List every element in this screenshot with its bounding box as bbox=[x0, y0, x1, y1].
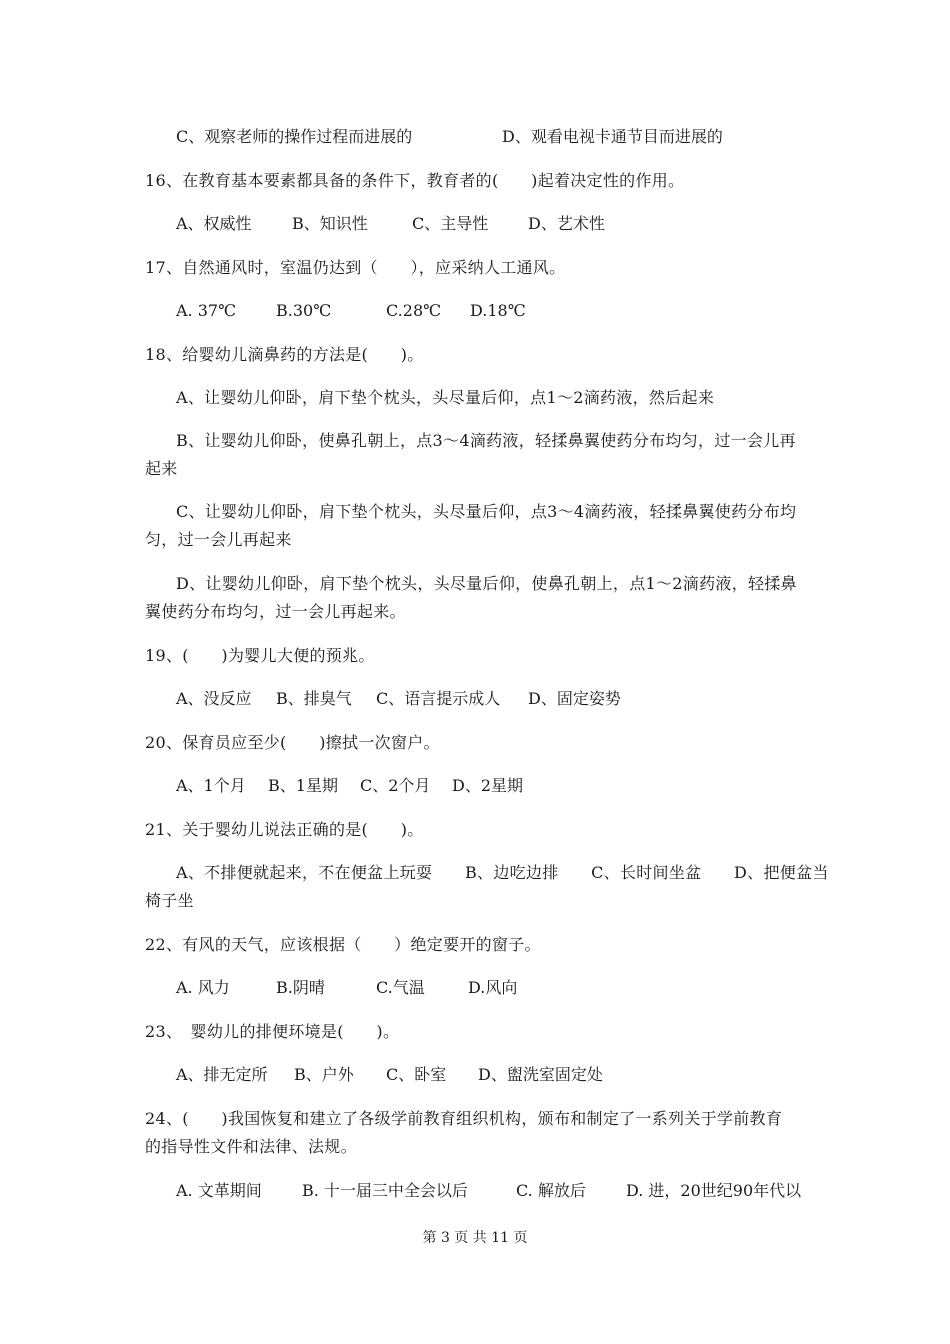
q17-option-c: C.28℃ bbox=[386, 301, 442, 320]
q24-option-b: B. 十一届三中全会以后 bbox=[302, 1181, 468, 1200]
q19-option-a: A、没反应 bbox=[176, 689, 252, 708]
q18-option-c-line1: C、让婴幼儿仰卧，肩下垫个枕头，头尽量后仰，点3～4滴药液，轻揉鼻翼使药分布均 bbox=[176, 502, 797, 521]
q21-options-line1: A、不排便就起来，不在便盆上玩耍 B、边吃边排 C、长时间坐盆 D、把便盆当 bbox=[176, 863, 829, 882]
q20-option-a: A、1个月 bbox=[176, 776, 246, 795]
q22-option-d: D.风向 bbox=[468, 978, 518, 997]
q18-stem: 18、给婴幼儿滴鼻药的方法是( )。 bbox=[145, 345, 424, 364]
q22-option-b: B.阴晴 bbox=[276, 978, 325, 997]
q17-option-d: D.18℃ bbox=[470, 301, 526, 320]
q20-option-d: D、2星期 bbox=[452, 776, 524, 795]
q22-option-c: C.气温 bbox=[376, 978, 425, 997]
q21-stem: 21、关于婴幼儿说法正确的是( )。 bbox=[145, 820, 424, 839]
q19-option-b: B、排臭气 bbox=[276, 689, 352, 708]
q20-option-c: C、2个月 bbox=[360, 776, 431, 795]
q23-option-c: C、卧室 bbox=[386, 1065, 447, 1084]
q19-option-c: C、语言提示成人 bbox=[376, 689, 501, 708]
q23-stem: 23、 婴幼儿的排便环境是( )。 bbox=[145, 1022, 400, 1041]
q18-option-d-line2: 翼使药分布均匀，过一会儿再起来。 bbox=[145, 602, 406, 621]
page-footer: 第 3 页 共 11 页 bbox=[422, 1230, 528, 1246]
q16-option-c: C、主导性 bbox=[412, 214, 489, 233]
q21-options-line2: 椅子坐 bbox=[145, 891, 194, 910]
q22-option-a: A. 风力 bbox=[176, 978, 230, 997]
q17-option-a: A. 37℃ bbox=[176, 301, 236, 320]
q23-option-d: D、盥洗室固定处 bbox=[478, 1065, 603, 1084]
q20-option-b: B、1星期 bbox=[268, 776, 338, 795]
q16-option-a: A、权威性 bbox=[176, 214, 252, 233]
q19-stem: 19、( )为婴儿大便的预兆。 bbox=[145, 646, 375, 665]
q22-stem: 22、有风的天气，应该根据（ ）绝定要开的窗子。 bbox=[145, 935, 541, 954]
q20-stem: 20、保育员应至少( )擦拭一次窗户。 bbox=[145, 733, 440, 752]
q18-option-d-line1: D、让婴幼儿仰卧，肩下垫个枕头，头尽量后仰，使鼻孔朝上，点1～2滴药液，轻揉鼻 bbox=[176, 574, 797, 593]
q24-option-c: C. 解放后 bbox=[516, 1181, 586, 1200]
q18-option-c-line2: 匀，过一会儿再起来 bbox=[145, 530, 292, 549]
q18-option-b-line1: B、让婴幼儿仰卧，使鼻孔朝上，点3～4滴药液，轻揉鼻翼使药分布均匀，过一会儿再 bbox=[176, 431, 796, 450]
q16-option-b: B、知识性 bbox=[292, 214, 368, 233]
q23-option-b: B、户外 bbox=[294, 1065, 354, 1084]
q16-stem: 16、在教育基本要素都具备的条件下，教育者的( )起着决定性的作用。 bbox=[145, 171, 685, 190]
q24-option-d: D. 进，20世纪90年代以 bbox=[626, 1181, 802, 1200]
q18-option-a: A、让婴幼儿仰卧，肩下垫个枕头，头尽量后仰，点1～2滴药液，然后起来 bbox=[176, 388, 715, 407]
q17-stem: 17、自然通风时，室温仍达到（ ），应采纳人工通风。 bbox=[145, 258, 566, 277]
q24-stem-line1: 24、( )我国恢复和建立了各级学前教育组织机构，颁布和制定了一系列关于学前教育 bbox=[145, 1109, 783, 1128]
q23-option-a: A、排无定所 bbox=[176, 1065, 268, 1084]
q15-option-c: C、观察老师的操作过程而进展的 bbox=[176, 127, 413, 146]
q16-option-d: D、艺术性 bbox=[528, 214, 605, 233]
q24-stem-line2: 的指导性文件和法律、法规。 bbox=[145, 1137, 357, 1156]
q24-option-a: A. 文革期间 bbox=[176, 1181, 262, 1200]
q19-option-d: D、固定姿势 bbox=[528, 689, 621, 708]
q18-option-b-line2: 起来 bbox=[145, 459, 178, 478]
q15-option-d: D、观看电视卡通节目而进展的 bbox=[502, 127, 723, 146]
q17-option-b: B.30℃ bbox=[276, 301, 332, 320]
